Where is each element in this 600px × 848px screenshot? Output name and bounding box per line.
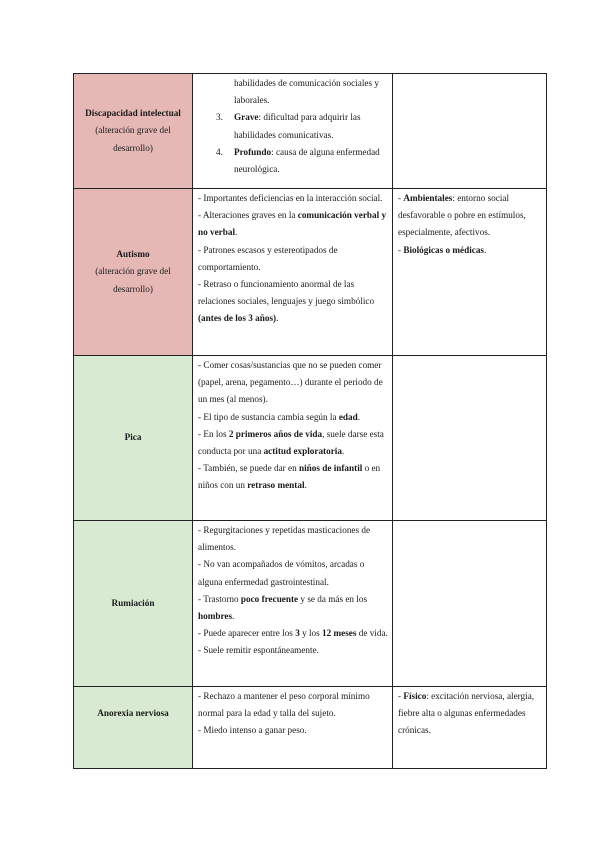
list-item: - Comer cosas/sustancias que no se pueden comer (papel, arena, pegamento…) durante el periodo de un mes (al menos). bbox=[198, 360, 383, 405]
list-item: - Biológicas o médicas. bbox=[398, 244, 487, 255]
list-item: - Puede aparecer entre los 3 y los 12 meses de vida. bbox=[198, 628, 388, 639]
row-label-cell bbox=[74, 74, 193, 189]
list-item: 4. Profundo: causa de alguna enfermedad neurológica. bbox=[216, 146, 380, 175]
row-label-cell bbox=[74, 687, 193, 769]
list-item: 3. Grave: dificultad para adquirir las habilidades comunicativas. bbox=[216, 112, 361, 140]
causes-cell bbox=[393, 74, 547, 189]
list-item: - Suele remitir espontáneamente. bbox=[198, 645, 319, 656]
causes-cell bbox=[393, 356, 547, 521]
list-item: - Físico: excitación nerviosa, alergia, fiebre alta o algunas enfermedades crónicas. bbox=[398, 691, 535, 736]
list-item: - Patrones escasos y estereotipados de comportamiento. bbox=[198, 244, 338, 272]
list-item: - No van acompañados de vómitos, arcadas o alguna enfermedad gastrointestinal. bbox=[198, 559, 365, 587]
table-row-pica bbox=[74, 356, 547, 521]
list-item: - Rechazo a mantener el peso corporal mínimo normal para la edad y talla del sujeto. bbox=[198, 691, 370, 719]
row-label-cell bbox=[74, 521, 193, 687]
characteristics-cell bbox=[193, 189, 393, 356]
row-name: Discapacidad intelectual bbox=[85, 108, 181, 119]
characteristics-cell bbox=[193, 687, 393, 769]
row-name: Rumiación bbox=[111, 597, 155, 608]
characteristics-cell bbox=[193, 521, 393, 687]
row-label-cell bbox=[74, 356, 193, 521]
characteristics-cell bbox=[193, 74, 393, 189]
list-item: - En los 2 primeros años de vida, suele darse esta conducta por una actitud exploratoria. bbox=[198, 428, 384, 457]
row-subtitle: (alteración grave del desarrollo) bbox=[95, 266, 171, 294]
list-item: - Importantes deficiencias en la interacción social. bbox=[198, 193, 383, 203]
list-item: - También, se puede dar en niños de infantil o en niños con un retraso mental. bbox=[198, 463, 381, 491]
list-item: - Trastorno poco frecuente y se da más en los hombres. bbox=[198, 593, 368, 622]
row-name: Anorexia nerviosa bbox=[97, 708, 169, 718]
row-subtitle: (alteración grave del desarrollo) bbox=[95, 125, 171, 153]
list-item: - Retraso o funcionamiento anormal de las relaciones sociales, lenguajes y juego simbólico (antes de los 3 años). bbox=[198, 279, 375, 324]
list-item: - Regurgitaciones y repetidas masticaciones de alimentos. bbox=[198, 525, 371, 553]
severity-list bbox=[198, 109, 389, 178]
causes-cell bbox=[393, 687, 547, 769]
table-row-anorexia bbox=[74, 687, 547, 769]
row-name: Autismo bbox=[116, 249, 150, 260]
causes-cell bbox=[393, 521, 547, 687]
row-name: Pica bbox=[124, 432, 142, 443]
list-item: - El tipo de sustancia cambia según la edad. bbox=[198, 411, 361, 422]
row-label-cell bbox=[74, 189, 193, 356]
disorders-table bbox=[73, 73, 547, 769]
table-row-discapacidad bbox=[74, 74, 547, 189]
characteristics-cell bbox=[193, 356, 393, 521]
list-item: - Alteraciones graves en la comunicación verbal y no verbal. bbox=[198, 210, 387, 238]
list-item: - Miedo intenso a ganar peso. bbox=[198, 725, 307, 736]
table-row-autismo bbox=[74, 189, 547, 356]
causes-cell bbox=[393, 189, 547, 356]
list-item: - Ambientales: entorno social desfavorable o pobre en estímulos, especialmente, afectivos. bbox=[398, 193, 526, 238]
table-row-rumiacion bbox=[74, 521, 547, 687]
continuation-text: habilidades de comunicación sociales y laborales. bbox=[234, 78, 379, 106]
